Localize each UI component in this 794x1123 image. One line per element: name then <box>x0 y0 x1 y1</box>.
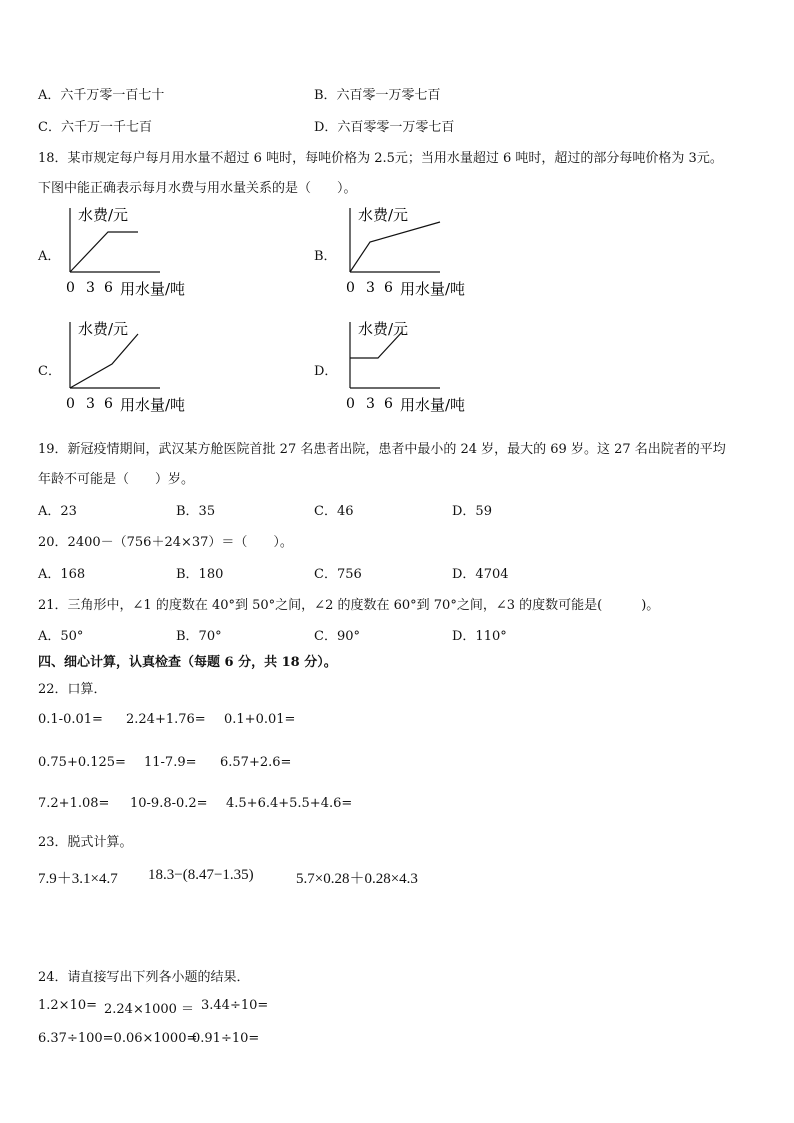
tick-0: 0 <box>66 396 75 412</box>
q20-option-b: B．180 <box>176 567 224 582</box>
q24-item: 3.44÷10= <box>201 998 269 1013</box>
q17-option-c: C．六千万一千七百 <box>38 120 152 135</box>
q18-graph-a <box>60 202 210 302</box>
q20-option-c: C．756 <box>314 567 362 582</box>
axis-x-label: 用水量/吨 <box>120 280 186 298</box>
tick-6: 6 <box>104 280 113 296</box>
section-heading: 四、细心计算，认真检查（每题 6 分，共 18 分）。 <box>38 655 337 670</box>
q22-item: 0.1+0.01= <box>224 712 296 727</box>
q22-item: 0.75+0.125= <box>38 755 126 770</box>
tick-6: 6 <box>104 396 113 412</box>
q24-item: 6.37÷100=0.06×1000= <box>38 1031 198 1046</box>
q18-graph-b-label: B． <box>314 249 337 264</box>
q23-expression: 18.3−(8.47−1.35) <box>148 867 254 883</box>
q22-title: 22．口算． <box>38 682 107 697</box>
q19-option-d: D．59 <box>452 504 492 519</box>
q18-graph-b <box>340 202 490 302</box>
q18-graph-d <box>340 316 490 420</box>
q18-graph-c-label: C． <box>38 364 61 379</box>
q19-option-c: C．46 <box>314 504 354 519</box>
q20-option-a: A．168 <box>38 567 86 582</box>
axis-y-label: 水费/元 <box>358 320 409 338</box>
q19-option-a: A．23 <box>38 504 77 519</box>
q19-option-b: B．35 <box>176 504 216 519</box>
tick-3: 3 <box>86 280 95 296</box>
q17-option-a: A．六千万零一百七十 <box>38 88 165 103</box>
q18-graph-d-label: D． <box>314 364 338 379</box>
q18-graph-c <box>60 316 210 420</box>
q19-stem-line2: 年龄不可能是（ ）岁。 <box>38 472 195 487</box>
q21-option-a: A．50° <box>38 629 84 644</box>
graph-c-line <box>70 334 138 388</box>
q22-item: 11-7.9= <box>144 755 197 770</box>
tick-3: 3 <box>366 280 375 296</box>
q19-stem-line1: 19．新冠疫情期间，武汉某方舱医院首批 27 名患者出院，患者中最小的 24 岁，最大的 69 岁。这 27 名出院者的平均 <box>38 442 726 457</box>
axis-y-label: 水费/元 <box>78 206 129 224</box>
q22-item: 6.57+2.6= <box>220 755 292 770</box>
q22-item: 2.24+1.76= <box>126 712 206 727</box>
graph-b-line <box>350 222 440 272</box>
q21-option-c: C．90° <box>314 629 360 644</box>
q24-title: 24．请直接写出下列各小题的结果． <box>38 970 250 985</box>
q18-graph-a-label: A． <box>38 249 61 264</box>
q24-item: 2.24×1000 ＝ <box>104 1002 195 1017</box>
q23-expression: 5.7×0.28＋0.28×4.3 <box>296 871 418 887</box>
q17-option-b: B．六百零一万零七百 <box>314 88 441 103</box>
graph-a-line <box>70 232 138 272</box>
tick-0: 0 <box>346 396 355 412</box>
q21-stem: 21．三角形中，∠1 的度数在 40°到 50°之间，∠2 的度数在 60°到 70°之间，∠3 的度数可能是( )。 <box>38 598 660 613</box>
q17-option-d: D．六百零零一万零七百 <box>314 120 455 135</box>
q18-stem-line1: 18．某市规定每户每月用水量不超过 6 吨时，每吨价格为 2.5元；当用水量超过 6 吨时，超过的部分每吨价格为 3元。 <box>38 151 723 166</box>
tick-3: 3 <box>86 396 95 412</box>
axis-y-label: 水费/元 <box>78 320 129 338</box>
q22-item: 4.5+6.4+5.5+4.6= <box>226 796 353 811</box>
axis-x-label: 用水量/吨 <box>400 280 466 298</box>
tick-6: 6 <box>384 396 393 412</box>
tick-3: 3 <box>366 396 375 412</box>
q21-option-d: D．110° <box>452 629 507 644</box>
q21-option-b: B．70° <box>176 629 222 644</box>
tick-0: 0 <box>346 280 355 296</box>
q22-item: 0.1-0.01= <box>38 712 103 727</box>
axis-x-label: 用水量/吨 <box>120 396 186 414</box>
q20-option-d: D．4704 <box>452 567 509 582</box>
q24-item: 1.2×10= <box>38 998 98 1013</box>
q20-stem: 20．2400－（756＋24×37）＝（ ）。 <box>38 535 293 550</box>
tick-6: 6 <box>384 280 393 296</box>
q22-item: 7.2+1.08= <box>38 796 110 811</box>
q22-item: 10-9.8-0.2= <box>130 796 208 811</box>
q23-expression: 7.9＋3.1×4.7 <box>38 871 118 887</box>
q23-title: 23．脱式计算。 <box>38 835 133 850</box>
axis-x-label: 用水量/吨 <box>400 396 466 414</box>
tick-0: 0 <box>66 280 75 296</box>
axis-y-label: 水费/元 <box>358 206 409 224</box>
q24-item: 0.91÷10= <box>192 1031 260 1046</box>
q18-stem-line2: 下图中能正确表示每月水费与用水量关系的是（ ）。 <box>38 181 357 196</box>
